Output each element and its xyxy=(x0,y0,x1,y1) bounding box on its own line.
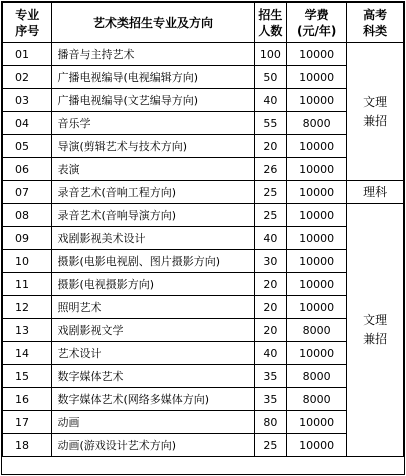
row-name: 导演(剪辑艺术与技术方向) xyxy=(52,135,254,158)
row-id: 08 xyxy=(3,204,52,227)
row-fee: 10000 xyxy=(287,158,347,181)
subject-cell xyxy=(347,181,404,204)
row-id: 15 xyxy=(3,365,52,388)
row-fee: 8000 xyxy=(287,112,347,135)
row-name: 摄影(电影电视剧、图片摄影方向) xyxy=(52,250,254,273)
row-count: 25 xyxy=(254,181,287,204)
row-name: 戏剧影视美术设计 xyxy=(52,227,254,250)
row-id: 18 xyxy=(3,434,52,457)
row-fee: 10000 xyxy=(287,296,347,319)
table-row xyxy=(3,204,404,227)
header-name: 艺术类招生专业及方向 xyxy=(52,3,254,43)
row-fee: 8000 xyxy=(287,365,347,388)
row-fee: 10000 xyxy=(287,43,347,66)
table-row xyxy=(3,227,404,250)
table-row xyxy=(3,434,404,457)
row-id: 06 xyxy=(3,158,52,181)
table-row xyxy=(3,273,404,296)
row-fee: 10000 xyxy=(287,250,347,273)
row-id: 14 xyxy=(3,342,52,365)
subject-label: 文理兼招 xyxy=(363,94,388,128)
row-count: 40 xyxy=(254,89,287,112)
table-row xyxy=(3,89,404,112)
row-count: 25 xyxy=(254,204,287,227)
subject-cell xyxy=(347,43,404,181)
row-id: 03 xyxy=(3,89,52,112)
table-row xyxy=(3,66,404,89)
row-fee: 10000 xyxy=(287,342,347,365)
table-row xyxy=(3,388,404,411)
subject-label: 理科 xyxy=(363,184,388,199)
row-id: 11 xyxy=(3,273,52,296)
row-count: 35 xyxy=(254,388,287,411)
row-name: 广播电视编导(电视编辑方向) xyxy=(52,66,254,89)
row-fee: 10000 xyxy=(287,66,347,89)
table-row xyxy=(3,342,404,365)
row-name: 录音艺术(音响导演方向) xyxy=(52,204,254,227)
row-name: 动画(游戏设计艺术方向) xyxy=(52,434,254,457)
row-count: 50 xyxy=(254,66,287,89)
row-count: 55 xyxy=(254,112,287,135)
row-fee: 8000 xyxy=(287,388,347,411)
header-id-line2: 序号 xyxy=(15,23,40,38)
table-row xyxy=(3,296,404,319)
table-row xyxy=(3,158,404,181)
table-body xyxy=(3,43,404,457)
header-fee-line2: (元/年) xyxy=(296,23,337,38)
header-count xyxy=(254,3,287,43)
row-count: 30 xyxy=(254,250,287,273)
header-subject-line2: 科类 xyxy=(363,23,388,38)
row-id: 07 xyxy=(3,181,52,204)
header-subject xyxy=(347,3,404,43)
row-fee: 10000 xyxy=(287,135,347,158)
table-row xyxy=(3,411,404,434)
row-fee: 8000 xyxy=(287,319,347,342)
row-count: 20 xyxy=(254,296,287,319)
subject-cell xyxy=(347,204,404,457)
row-count: 80 xyxy=(254,411,287,434)
row-id: 12 xyxy=(3,296,52,319)
header-subject-line1: 高考 xyxy=(363,7,388,22)
row-fee: 10000 xyxy=(287,434,347,457)
table-row xyxy=(3,365,404,388)
table-row xyxy=(3,135,404,158)
row-id: 01 xyxy=(3,43,52,66)
row-id: 16 xyxy=(3,388,52,411)
row-id: 04 xyxy=(3,112,52,135)
enrollment-table xyxy=(2,2,404,457)
row-id: 05 xyxy=(3,135,52,158)
row-count: 100 xyxy=(254,43,287,66)
table-row xyxy=(3,43,404,66)
row-id: 10 xyxy=(3,250,52,273)
table-row xyxy=(3,181,404,204)
table-row xyxy=(3,112,404,135)
row-count: 20 xyxy=(254,273,287,296)
row-count: 20 xyxy=(254,319,287,342)
row-name: 录音艺术(音响工程方向) xyxy=(52,181,254,204)
row-id: 09 xyxy=(3,227,52,250)
row-name: 戏剧影视文学 xyxy=(52,319,254,342)
row-name: 数字媒体艺术 xyxy=(52,365,254,388)
row-id: 13 xyxy=(3,319,52,342)
row-name: 音乐学 xyxy=(52,112,254,135)
table-row xyxy=(3,250,404,273)
row-count: 40 xyxy=(254,227,287,250)
row-fee: 10000 xyxy=(287,273,347,296)
enrollment-table-container xyxy=(2,2,404,474)
row-fee: 10000 xyxy=(287,227,347,250)
row-name: 表演 xyxy=(52,158,254,181)
row-fee: 10000 xyxy=(287,89,347,112)
header-id xyxy=(3,3,52,43)
row-name: 照明艺术 xyxy=(52,296,254,319)
header-count-line1: 招生 xyxy=(258,7,283,22)
row-name: 动画 xyxy=(52,411,254,434)
header-id-line1: 专业 xyxy=(15,7,40,22)
row-name: 广播电视编导(文艺编导方向) xyxy=(52,89,254,112)
row-count: 25 xyxy=(254,434,287,457)
row-count: 26 xyxy=(254,158,287,181)
row-id: 02 xyxy=(3,66,52,89)
subject-label: 文理兼招 xyxy=(363,313,388,346)
row-fee: 10000 xyxy=(287,181,347,204)
table-row xyxy=(3,319,404,342)
row-count: 40 xyxy=(254,342,287,365)
header-fee-line1: 学费 xyxy=(304,7,329,22)
row-name: 艺术设计 xyxy=(52,342,254,365)
header-count-line2: 人数 xyxy=(258,23,283,38)
header-row xyxy=(3,3,404,43)
row-name: 数字媒体艺术(网络多媒体方向) xyxy=(52,388,254,411)
row-name: 播音与主持艺术 xyxy=(52,43,254,66)
row-fee: 10000 xyxy=(287,411,347,434)
header-fee xyxy=(287,3,347,43)
row-count: 35 xyxy=(254,365,287,388)
row-count: 20 xyxy=(254,135,287,158)
row-fee: 10000 xyxy=(287,204,347,227)
row-id: 17 xyxy=(3,411,52,434)
row-name: 摄影(电视摄影方向) xyxy=(52,273,254,296)
